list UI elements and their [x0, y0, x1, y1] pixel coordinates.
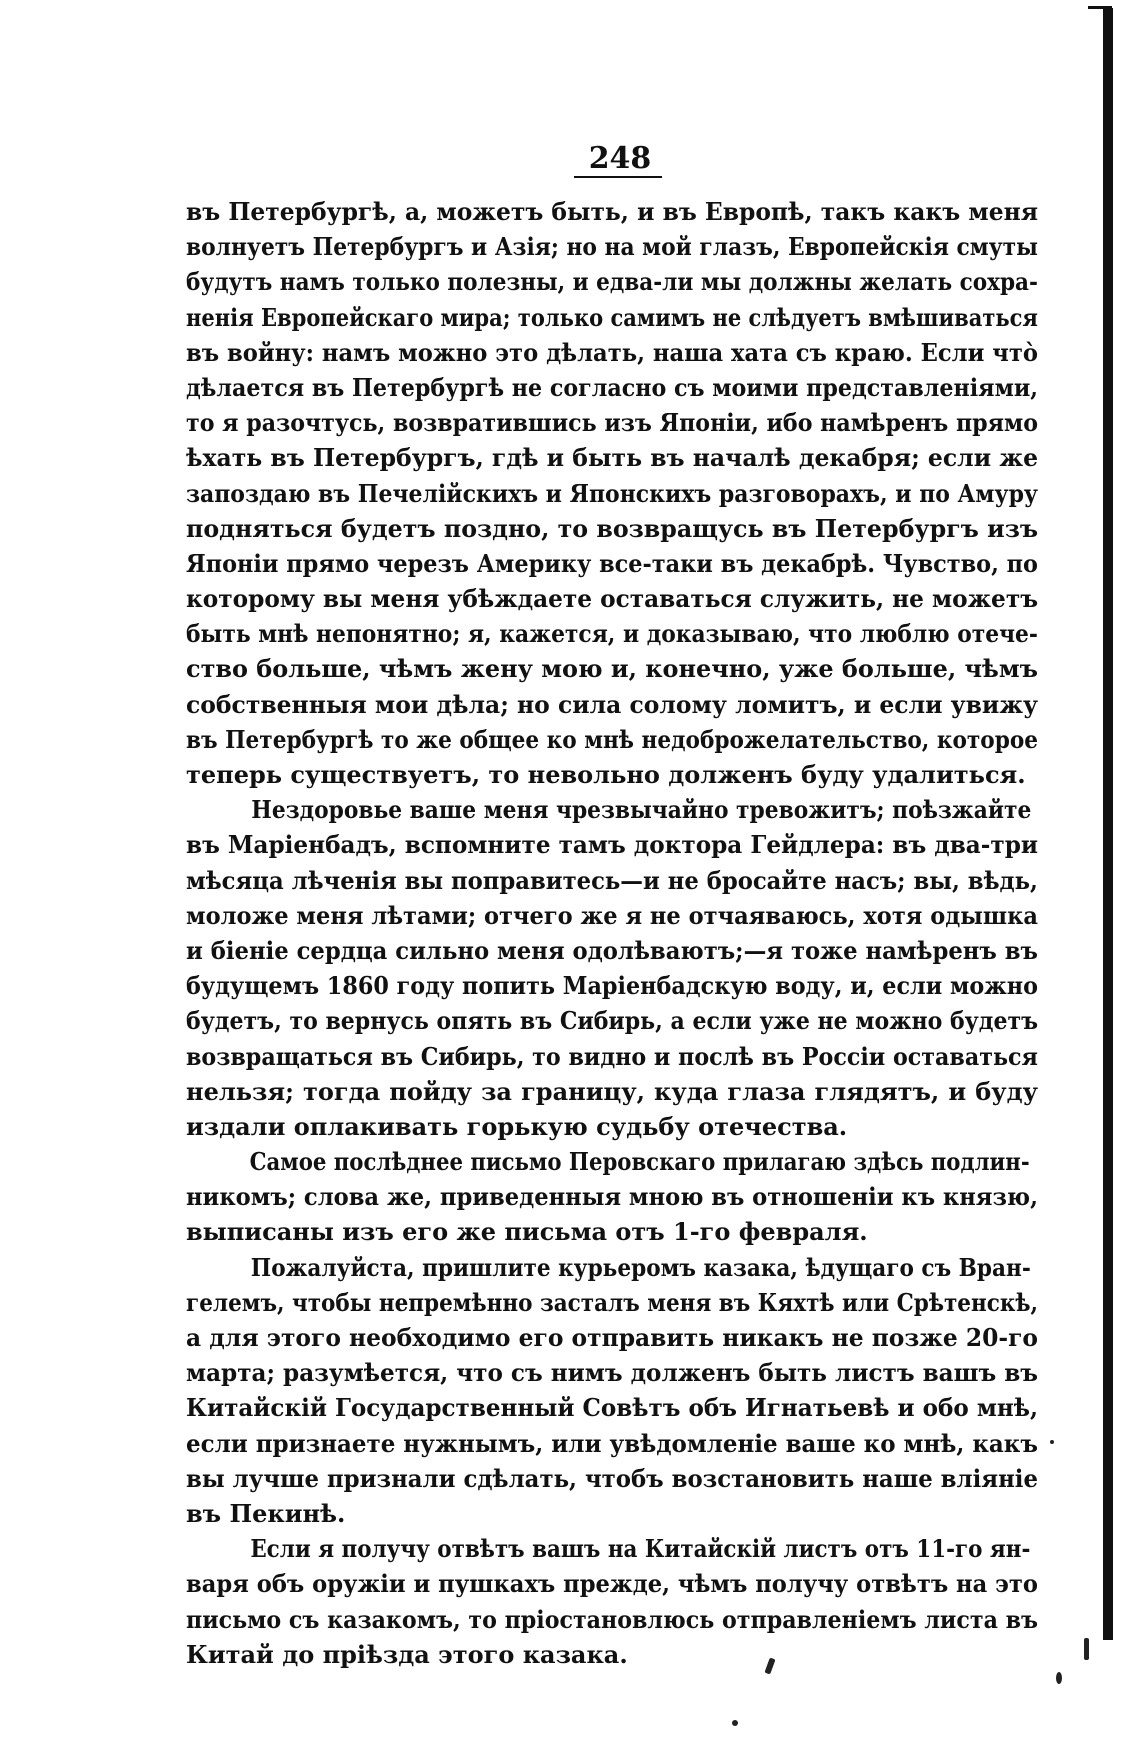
text-line: быть мнѣ непонятно; я, кажется, и доказываю, что люблю отече-	[186, 619, 1038, 649]
text-line: Японіи прямо черезъ Америку все-таки въ декабрѣ. Чувство, по	[186, 548, 1038, 578]
page-number: 248	[588, 141, 652, 176]
scan-speck	[1084, 1638, 1089, 1660]
text-line: теперь существуетъ, то невольно долженъ буду удалиться.	[186, 760, 1026, 789]
text-line: моложе меня лѣтами; отчего же я не отчаяваюсь, хотя одышка	[186, 900, 1038, 930]
text-line: запоздаю въ Печелійскихъ и Японскихъ разговорахъ, и по Амуру	[186, 478, 1038, 508]
text-line: Нездоровье ваше меня чрезвычайно тревожитъ; поѣзжайте	[251, 795, 1032, 825]
text-line: вы лучше признали сдѣлать, чтобъ возстановить наше вліяніе	[186, 1463, 1038, 1493]
text-line: марта; разумѣется, что съ нимъ долженъ быть листъ вашъ въ	[186, 1358, 1038, 1388]
paragraph	[186, 1144, 1038, 1250]
text-line: ненія Европейскаго мира; только самимъ не слѣдуетъ вмѣшиваться	[186, 302, 1038, 332]
text-line: если признаете нужнымъ, или увѣдомленіе ваше ко мнѣ, какъ	[186, 1428, 1038, 1458]
page-number-rule	[574, 176, 662, 178]
page-edge-bar	[1103, 8, 1113, 1640]
text-line: и біеніе сердца сильно меня одолѣваютъ;—я тоже намѣренъ въ	[186, 935, 1038, 965]
text-line: въ войну: намъ можно это дѣлать, наша хата съ краю. Если что̀	[186, 337, 1039, 367]
text-line: ство больше, чѣмъ жену мою и, конечно, уже больше, чѣмъ	[186, 654, 1039, 684]
text-line: издали оплакивать горькую судьбу отечества.	[186, 1111, 848, 1141]
text-line: будетъ, то вернусь опять въ Сибирь, а если уже не можно будетъ	[186, 1006, 1039, 1036]
text-line: подняться будетъ поздно, то возвращусь въ Петербургъ изъ	[186, 513, 1039, 543]
text-line: будущемъ 1860 году попить Маріенбадскую воду, и, если можно	[186, 971, 1038, 1001]
text-line: ѣхать въ Петербургъ, гдѣ и быть въ началѣ декабря; если же	[186, 443, 1039, 473]
scan-speck	[1050, 1440, 1054, 1444]
paragraph	[186, 1250, 1038, 1532]
text-line: письмо съ казакомъ, то пріостановлюсь отправленіемъ листа въ	[186, 1604, 1039, 1634]
text-line: въ Пекинѣ.	[186, 1499, 346, 1528]
text-line: выписаны изъ его же письма отъ 1-го февраля.	[186, 1217, 868, 1247]
text-line: Китай до пріѣзда этого казака.	[186, 1639, 628, 1669]
body-text	[186, 194, 1038, 1672]
text-line: варя объ оружіи и пушкахъ прежде, чѣмъ получу отвѣтъ на это	[186, 1569, 1038, 1599]
text-line: Китайскій Государственный Совѣтъ объ Игнатьевѣ и обо мнѣ,	[186, 1393, 1038, 1423]
text-line: собственныя мои дѣла; но сила солому ломитъ, и если увижу	[186, 689, 1039, 719]
text-line: мѣсяца лѣченія вы поправитесь—и не бросайте насъ; вы, вѣдь,	[186, 865, 1038, 895]
text-line: Если я получу отвѣтъ вашъ на Китайскій листъ отъ 11-го ян-	[250, 1534, 1031, 1564]
text-line: а для этого необходимо его отправить никакъ не позже 20-го	[186, 1323, 1039, 1353]
text-line: нельзя; тогда пойду за границу, куда глаза глядятъ, и буду	[186, 1076, 1038, 1106]
paragraph	[186, 1531, 1038, 1672]
scan-speck	[1056, 1672, 1062, 1684]
text-line: будутъ намъ только полезны, и едва-ли мы должны желать сохра-	[186, 267, 1038, 297]
text-line: Самое послѣднее письмо Перовскаго прилагаю здѣсь подлин-	[249, 1147, 1030, 1177]
text-line: въ Маріенбадъ, вспомните тамъ доктора Гейдлера: въ два-три	[186, 830, 1039, 860]
text-line: гелемъ, чтобы непремѣнно засталъ меня въ Кяхтѣ или Срѣтенскѣ,	[186, 1287, 1039, 1317]
text-line: волнуетъ Петербургъ и Азія; но на мой глазъ, Европейскія смуты	[186, 232, 1039, 262]
paragraph	[186, 792, 1038, 1144]
text-line: то я разочтусь, возвратившись изъ Японіи, ибо намѣренъ прямо	[186, 408, 1038, 438]
text-line: въ Петербургѣ то же общее ко мнѣ недоброжелательство, которое	[186, 724, 1039, 754]
scan-speck	[732, 1720, 738, 1726]
text-line: дѣлается въ Петербургѣ не согласно съ моими представленіями,	[186, 372, 1039, 402]
text-line: въ Петербургѣ, а, можетъ быть, и въ Европѣ, такъ какъ меня	[186, 197, 1038, 226]
text-line: никомъ; слова же, приведенныя мною въ отношеніи къ князю,	[186, 1182, 1038, 1212]
paragraph	[186, 194, 1038, 792]
text-line: возвращаться въ Сибирь, то видно и послѣ въ Россіи оставаться	[186, 1041, 1038, 1071]
text-line: Пожалуйста, пришлите курьеромъ казака, ѣдущаго съ Вран-	[250, 1252, 1031, 1282]
text-line: которому вы меня убѣждаете оставаться служить, не можетъ	[186, 584, 1039, 614]
